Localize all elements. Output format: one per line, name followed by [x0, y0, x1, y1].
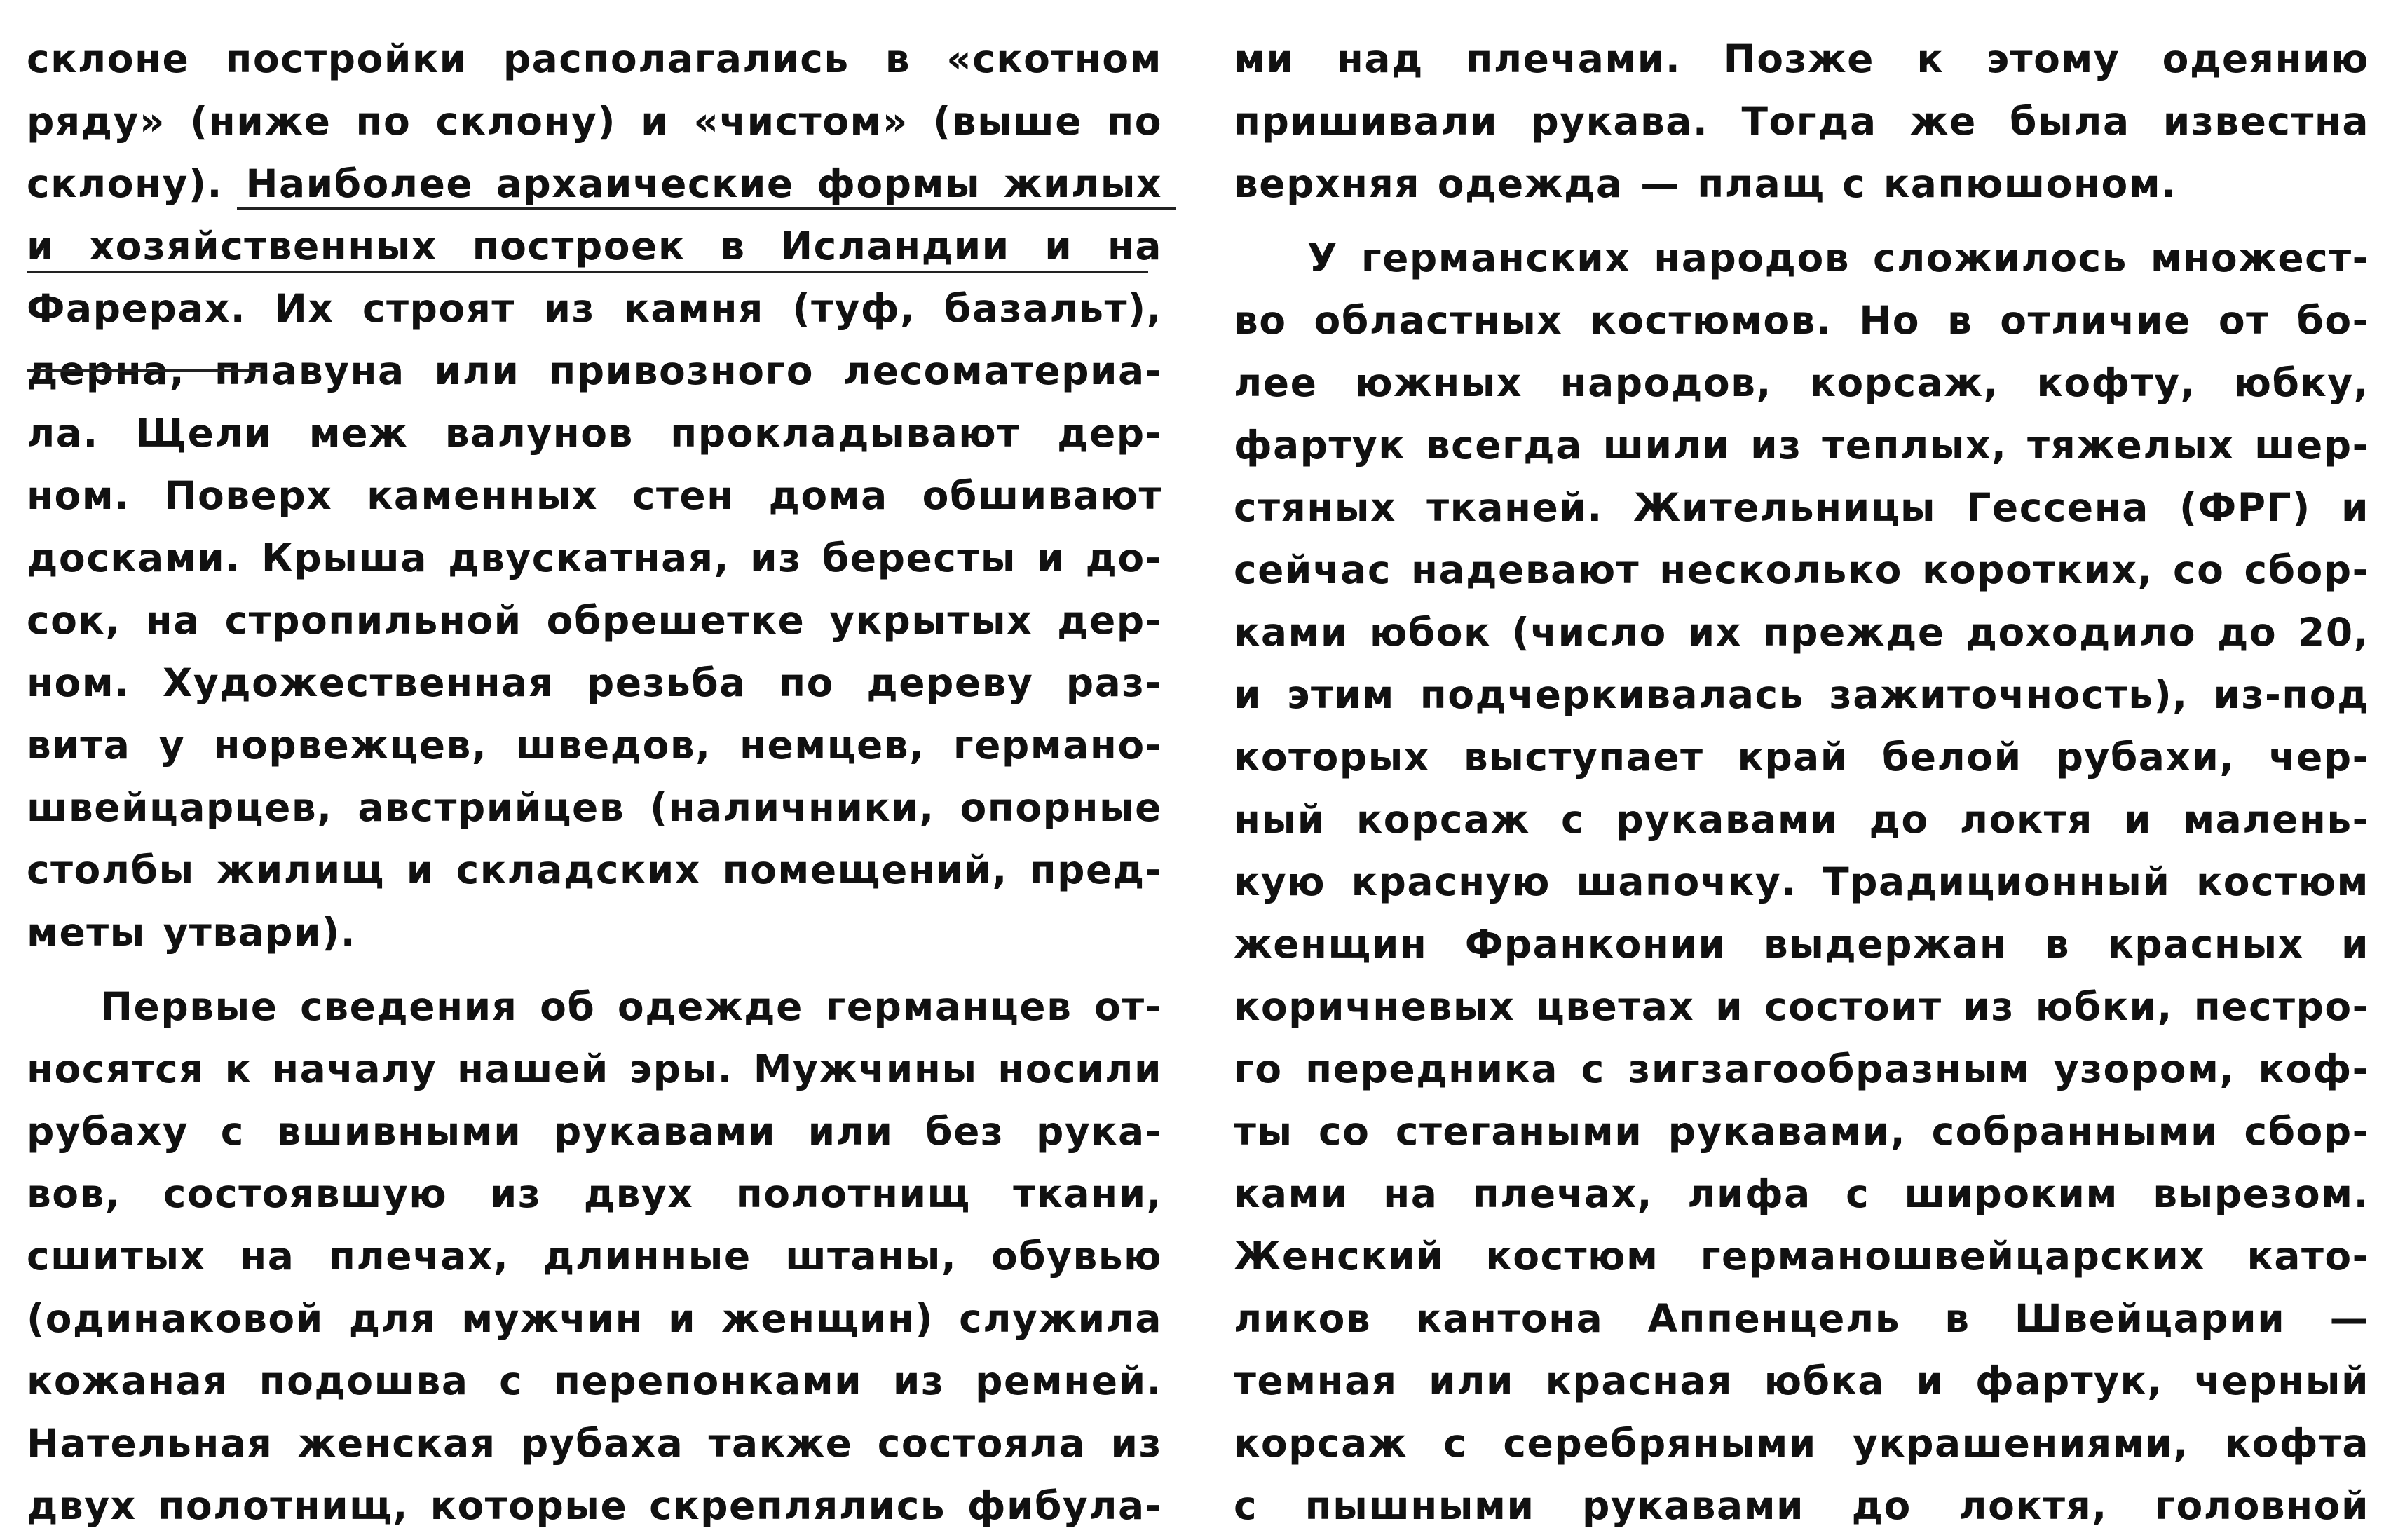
text-line: двух полотнищ, которые скреплялись фибула- [27, 1483, 1162, 1528]
pen-underline-mark [237, 207, 1176, 210]
text-line: кую красную шапочку. Традиционный костюм [1234, 859, 2369, 904]
text-line: и хозяйственных построек в Исландии и на [27, 224, 1162, 268]
text-line: носятся к началу нашей эры. Мужчины носили [27, 1047, 1162, 1091]
text-line: рубаху с вшивными рукавами или без рука- [27, 1109, 1162, 1154]
text-line: ный корсаж с рукавами до локтя и малень- [1234, 797, 2369, 842]
text-line: фартук всегда шили из теплых, тяжелых шер- [1234, 423, 2369, 468]
text-line: ми над плечами. Позже к этому одеянию [1234, 36, 2369, 81]
paragraph-start-line: Первые сведения об одежде германцев от- [100, 984, 1162, 1029]
text-line: ряду» (ниже по склону) и «чистом» (выше по [27, 99, 1162, 144]
text-line: Женский костюм германошвейцарских като- [1234, 1234, 2369, 1279]
text-line: коричневых цветах и состоит из юбки, пестро- [1234, 984, 2369, 1029]
text-line: лее южных народов, корсаж, кофту, юбку, [1234, 360, 2369, 405]
text-line: столбы жилищ и складских помещений, пред- [27, 847, 1162, 892]
text-line: с пышными рукавами до локтя, головной [1234, 1483, 2369, 1528]
text-line: склоне постройки располагались в «скотном [27, 36, 1162, 81]
text-line: дерна, плавуна или привозного лесоматериа- [27, 348, 1162, 393]
text-line: вов, состоявшую из двух полотнищ ткани, [27, 1171, 1162, 1216]
text-line: корсаж с серебряными украшениями, кофта [1234, 1421, 2369, 1466]
text-line: сок, на стропильной обрешетке укрытых дер- [27, 598, 1162, 643]
pen-underline-mark [27, 271, 1148, 273]
text-line: Фарерах. Их строят из камня (туф, базальт), [27, 286, 1162, 331]
text-line: стяных тканей. Жительницы Гессена (ФРГ) и [1234, 485, 2369, 530]
text-line: (одинаковой для мужчин и женщин) служила [27, 1296, 1162, 1341]
text-line: ками на плечах, лифа с широким вырезом. [1234, 1171, 2369, 1216]
text-line: швейцарцев, австрийцев (наличники, опорные [27, 785, 1162, 830]
text-line: Нательная женская рубаха также состояла из [27, 1421, 1162, 1466]
paragraph-start-line: У германских народов сложилось множест- [1307, 236, 2369, 280]
text-line: во областных костюмов. Но в отличие от бо- [1234, 298, 2369, 343]
text-line: го передника с зигзагообразным узором, коф- [1234, 1047, 2369, 1091]
text-line: кожаная подошва с перепонками из ремней. [27, 1358, 1162, 1403]
text-line: верхняя одежда — плащ с капюшоном. [1234, 161, 2177, 206]
text-line: склону). Наиболее архаические формы жилых [27, 161, 1162, 206]
pen-strike-mark [27, 369, 265, 372]
text-line: вита у норвежцев, шведов, немцев, германо- [27, 723, 1162, 768]
text-line: ном. Поверх каменных стен дома обшивают [27, 473, 1162, 518]
text-line: которых выступает край белой рубахи, чер- [1234, 735, 2369, 779]
text-line: и этим подчеркивалась зажиточность), из-под [1234, 672, 2369, 717]
text-line: женщин Франконии выдержан в красных и [1234, 922, 2369, 967]
text-line: сейчас надевают несколько коротких, со сбор- [1234, 547, 2369, 592]
text-line: меты утвари). [27, 910, 357, 955]
text-line: пришивали рукава. Тогда же была известна [1234, 99, 2369, 144]
text-line: сшитых на плечах, длинные штаны, обувью [27, 1234, 1162, 1279]
text-line: ликов кантона Аппенцель в Швейцарии — [1234, 1296, 2369, 1341]
text-line: досками. Крыша двускатная, из бересты и до- [27, 536, 1162, 580]
text-line: ла. Щели меж валунов прокладывают дер- [27, 411, 1162, 456]
text-line: темная или красная юбка и фартук, черный [1234, 1358, 2369, 1403]
text-line: ном. Художественная резьба по дереву раз- [27, 660, 1162, 705]
text-line: ты со стегаными рукавами, собранными сбор- [1234, 1109, 2369, 1154]
text-line: ками юбок (число их прежде доходило до 20, [1234, 610, 2369, 655]
